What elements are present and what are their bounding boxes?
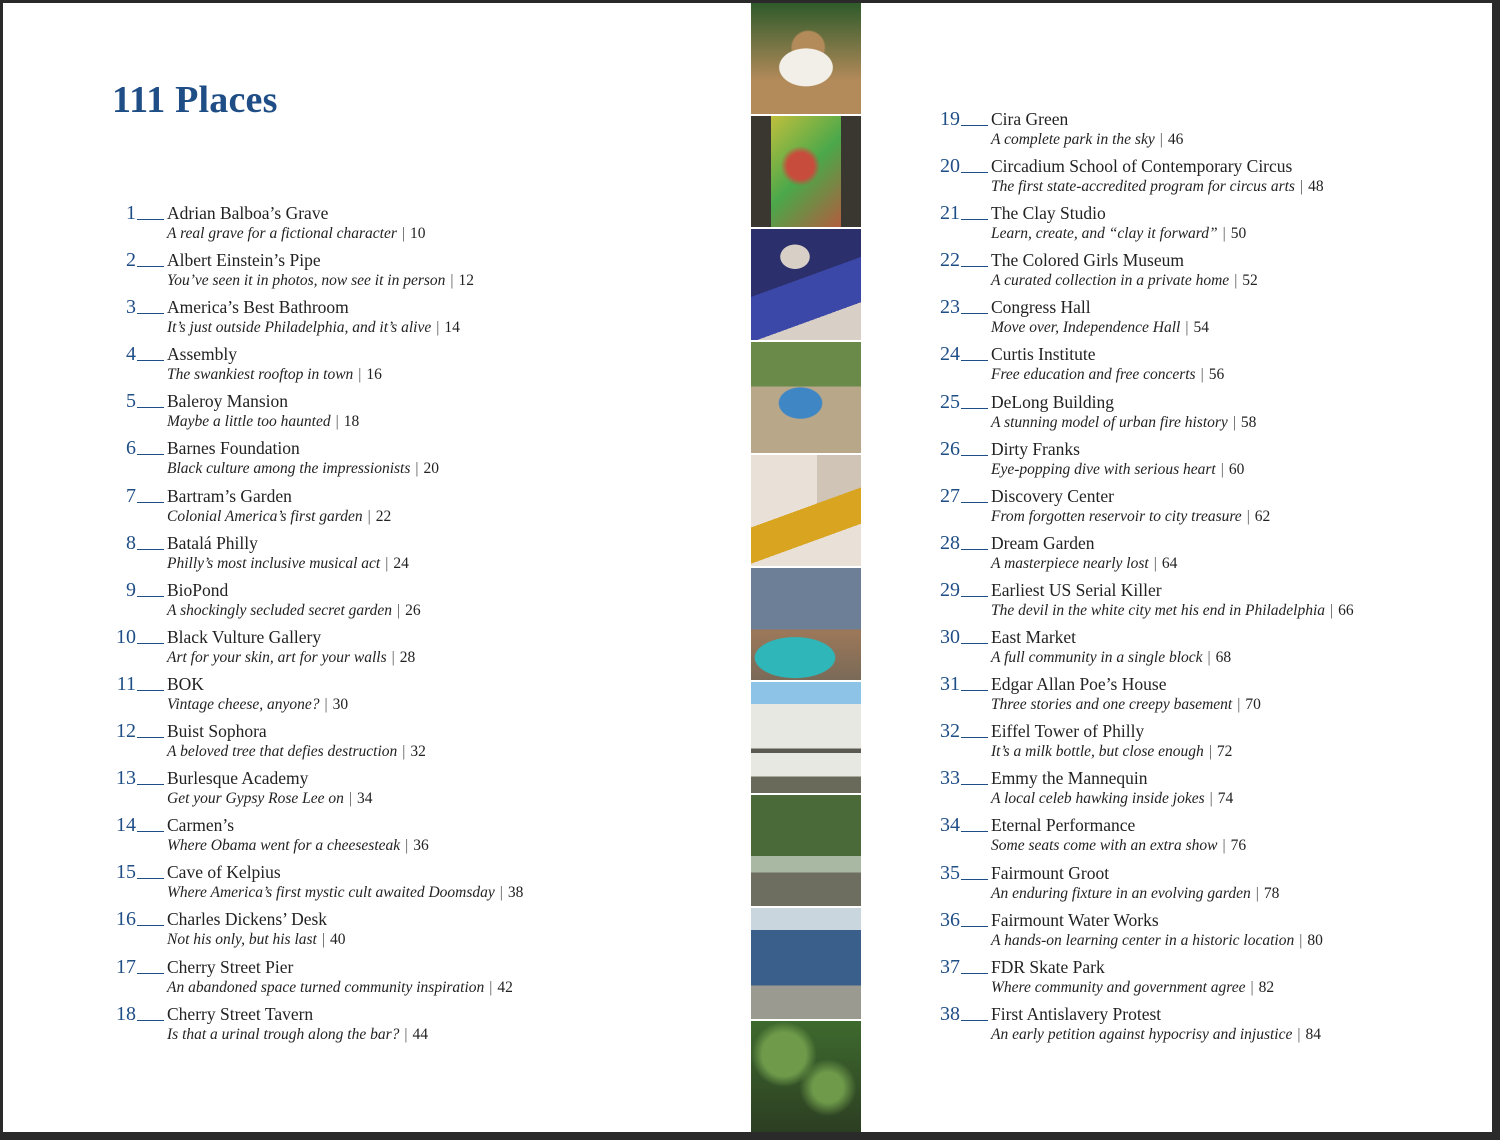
entry-subtitle-line <box>991 742 1232 762</box>
entry-title: Carmen’s <box>167 815 235 836</box>
separator: | <box>450 272 454 290</box>
entry-subtitle: The first state-accredited program for circus arts <box>991 178 1295 196</box>
leader-rule <box>137 360 164 361</box>
leader-rule <box>137 219 164 220</box>
entry-subtitle-line <box>991 460 1244 480</box>
entry-number: 29 <box>940 578 960 601</box>
entry-subtitle: Black culture among the impressionists <box>167 460 411 478</box>
entry-subtitle: A curated collection in a private home <box>991 272 1230 290</box>
page-number: 42 <box>497 978 513 996</box>
entry-subtitle: It’s a milk bottle, but close enough <box>991 743 1204 761</box>
separator: | <box>1255 884 1259 902</box>
entry-title: Cira Green <box>991 109 1069 129</box>
leader-rule <box>137 266 164 267</box>
leader-rule <box>137 1020 164 1021</box>
page-number: 14 <box>444 319 460 337</box>
page-number: 16 <box>366 366 382 384</box>
entry-subtitle-line <box>167 459 439 479</box>
entry-subtitle-line <box>167 554 409 574</box>
page-title: 111 Places <box>112 79 278 121</box>
entry-title: BioPond <box>167 579 229 600</box>
entry-subtitle-line <box>991 507 1270 527</box>
leader-rule <box>137 690 164 691</box>
entry-subtitle: Philly’s most inclusive musical act <box>167 554 381 572</box>
separator: | <box>1297 1025 1301 1043</box>
entry-number: 10 <box>116 625 136 648</box>
entry-number: 3 <box>126 296 136 319</box>
entry-number: 28 <box>940 531 960 554</box>
entry-number: 26 <box>940 437 960 460</box>
entry-number: 18 <box>116 1002 136 1025</box>
entry-title: FDR Skate Park <box>991 956 1105 977</box>
entry-number: 2 <box>126 249 136 272</box>
entry-title: The Clay Studio <box>991 203 1106 224</box>
photo-strip <box>751 3 861 1132</box>
leader-rule <box>137 925 164 926</box>
page-number: 74 <box>1217 790 1234 808</box>
entry-subtitle: It’s just outside Philadelphia, and it’s alive <box>167 319 432 337</box>
leader-rule <box>137 596 164 597</box>
entry-subtitle-line <box>167 883 523 903</box>
separator: | <box>1330 601 1334 619</box>
entry-subtitle: A stunning model of urban fire history <box>991 413 1228 431</box>
entry-subtitle-line <box>167 224 426 244</box>
separator: | <box>499 884 503 902</box>
entry-title: Dirty Franks <box>991 438 1080 459</box>
separator: | <box>401 225 405 242</box>
person-microscope-photo <box>751 229 861 340</box>
page-number: 82 <box>1258 978 1275 996</box>
entry-subtitle: An abandoned space turned community inspiration <box>167 978 485 996</box>
entry-title: Dream Garden <box>991 532 1095 553</box>
entry-number: 23 <box>940 296 960 319</box>
entry-title: Cherry Street Tavern <box>167 1003 314 1024</box>
separator: | <box>391 648 395 666</box>
entry-title: Buist Sophora <box>167 721 267 742</box>
page-number: 68 <box>1215 649 1232 667</box>
entry-subtitle: Move over, Independence Hall <box>991 319 1181 337</box>
entry-subtitle-line <box>167 836 429 856</box>
leader-rule <box>961 973 988 974</box>
entry-subtitle-line <box>991 601 1354 621</box>
separator: | <box>396 601 401 619</box>
entry-subtitle-line <box>991 365 1224 385</box>
yellow-stairs-photo <box>751 455 861 566</box>
entry-subtitle: A full community in a single block <box>991 649 1203 667</box>
page-number: 36 <box>413 837 429 855</box>
leader-rule <box>961 596 988 597</box>
separator: | <box>1200 366 1204 384</box>
entry-subtitle-line <box>991 931 1323 951</box>
entry-subtitle-line <box>991 130 1183 150</box>
separator: | <box>1299 178 1304 196</box>
gallery-doorway-photo <box>751 116 861 227</box>
entry-subtitle: Where community and government agree <box>991 978 1246 996</box>
entry-subtitle-line <box>167 318 460 338</box>
entry-subtitle: The swankiest rooftop in town <box>167 366 354 384</box>
separator: | <box>1185 319 1189 337</box>
leader-rule <box>961 313 988 314</box>
entry-number: 24 <box>940 343 960 366</box>
entry-number: 11 <box>116 672 136 695</box>
entry-title: Barnes Foundation <box>167 438 300 459</box>
entry-number: 27 <box>940 484 960 507</box>
entry-subtitle-line <box>167 601 421 621</box>
separator: | <box>324 695 328 713</box>
entry-number: 7 <box>126 484 136 507</box>
entry-subtitle-line <box>991 271 1258 291</box>
entry-number: 25 <box>940 390 960 413</box>
entry-number: 5 <box>126 390 136 413</box>
page-number: 30 <box>332 695 349 713</box>
separator: | <box>1222 837 1226 855</box>
separator: | <box>1237 696 1241 714</box>
entry-subtitle: A shockingly secluded secret garden <box>167 601 392 619</box>
separator: | <box>1220 460 1224 478</box>
entry-title: Batalá Philly <box>167 532 258 553</box>
page-number: 24 <box>393 554 409 572</box>
entry-title: Adrian Balboa’s Grave <box>167 203 329 223</box>
page-number: 48 <box>1308 178 1324 196</box>
entry-subtitle: Three stories and one creepy basement <box>991 696 1233 714</box>
page-number: 78 <box>1263 884 1280 902</box>
page-number: 70 <box>1245 696 1261 714</box>
entry-subtitle-line <box>167 930 345 950</box>
entry-subtitle-line <box>167 365 382 385</box>
separator: | <box>385 554 389 572</box>
entry-number: 4 <box>126 343 136 366</box>
entry-subtitle: A hands-on learning center in a historic location <box>991 931 1295 949</box>
entry-number: 20 <box>940 155 960 178</box>
leader-rule <box>961 831 988 832</box>
entry-subtitle: Where America’s first mystic cult awaited Doomsday <box>167 884 495 902</box>
entry-title: Black Vulture Gallery <box>167 626 322 647</box>
separator: | <box>405 837 409 855</box>
page-number: 38 <box>507 884 524 902</box>
leader-rule <box>961 502 988 503</box>
leader-rule <box>961 737 988 738</box>
food-plate-photo <box>751 3 861 114</box>
entry-subtitle: Where Obama went for a cheesesteak <box>167 837 401 855</box>
page-number: 84 <box>1305 1025 1321 1043</box>
leader-rule <box>961 455 988 456</box>
entry-title: Albert Einstein’s Pipe <box>167 250 321 271</box>
separator: | <box>348 790 353 808</box>
entry-number: 8 <box>126 531 136 554</box>
leader-rule <box>961 219 988 220</box>
separator: | <box>1153 554 1157 572</box>
entry-subtitle: Eye-popping dive with serious heart <box>991 460 1216 478</box>
entry-title: Bartram’s Garden <box>167 485 292 506</box>
entry-subtitle-line <box>991 695 1261 715</box>
separator: | <box>1232 413 1236 431</box>
leader-rule <box>137 407 164 408</box>
entry-subtitle-line <box>167 271 474 291</box>
entry-subtitle-line <box>991 554 1177 574</box>
entry-subtitle: Maybe a little too haunted <box>167 413 331 431</box>
entry-title: Cherry Street Pier <box>167 956 294 977</box>
entry-title: Curtis Institute <box>991 344 1096 365</box>
entry-subtitle: An enduring fixture in an evolving garden <box>991 884 1251 902</box>
entry-subtitle-line <box>991 224 1246 244</box>
separator: | <box>436 319 440 337</box>
separator: | <box>1250 978 1254 996</box>
entry-number: 22 <box>940 249 960 272</box>
entry-number: 21 <box>940 202 960 225</box>
page-number: 72 <box>1216 743 1233 761</box>
page-number: 50 <box>1230 225 1247 243</box>
entry-subtitle-line <box>167 695 348 715</box>
entry-title: Assembly <box>167 344 237 365</box>
separator: | <box>489 978 493 996</box>
leader-rule <box>961 784 988 785</box>
entry-subtitle-line <box>991 177 1324 197</box>
leader-rule <box>961 549 988 550</box>
page-number: 12 <box>458 272 475 290</box>
entry-subtitle: The devil in the white city met his end in Philadelphia <box>991 601 1326 619</box>
leader-rule <box>137 831 164 832</box>
entry-subtitle: Is that a urinal trough along the bar? <box>167 1025 400 1043</box>
blue-sculpture-photo <box>751 342 861 453</box>
separator: | <box>1222 225 1226 243</box>
leader-rule <box>961 125 988 126</box>
entry-number: 30 <box>940 626 960 649</box>
entry-title: Cave of Kelpius <box>167 862 281 883</box>
page-number: 64 <box>1161 554 1178 572</box>
entry-subtitle-line <box>991 884 1279 904</box>
entry-title: Circadium School of Contemporary Circus <box>991 156 1293 177</box>
separator: | <box>1234 272 1238 290</box>
entry-subtitle: A real grave for a fictional character <box>167 225 397 242</box>
separator: | <box>1207 649 1211 667</box>
page-number: 52 <box>1242 272 1258 290</box>
entry-number: 35 <box>940 861 960 884</box>
entry-title: Fairmount Water Works <box>991 909 1159 930</box>
entry-title: Charles Dickens’ Desk <box>167 909 328 930</box>
page-number: 46 <box>1167 131 1184 148</box>
entry-number: 1 <box>126 202 136 224</box>
entry-title: Eiffel Tower of Philly <box>991 721 1145 742</box>
leader-rule <box>137 502 164 503</box>
entry-number: 12 <box>116 720 136 743</box>
page-number: 76 <box>1230 837 1247 855</box>
entry-subtitle-line <box>167 978 513 998</box>
entry-subtitle: An early petition against hypocrisy and injustice <box>991 1025 1293 1043</box>
entry-subtitle: A local celeb hawking inside jokes <box>991 790 1205 808</box>
entry-subtitle: A complete park in the sky <box>991 131 1155 148</box>
separator: | <box>402 743 406 761</box>
page-number: 58 <box>1240 413 1257 431</box>
page-number: 20 <box>423 460 439 478</box>
separator: | <box>404 1025 408 1043</box>
page-number: 10 <box>410 225 426 242</box>
entry-title: The Colored Girls Museum <box>991 250 1184 271</box>
entry-number: 15 <box>116 861 136 884</box>
entry-title: Edgar Allan Poe’s House <box>991 674 1167 695</box>
entry-title: America’s Best Bathroom <box>167 297 349 318</box>
entry-number: 13 <box>116 767 136 790</box>
entry-title: Eternal Performance <box>991 815 1136 836</box>
entry-number: 14 <box>116 814 136 837</box>
riverfront-person-photo <box>751 908 861 1019</box>
page-number: 28 <box>399 648 416 666</box>
entry-subtitle: From forgotten reservoir to city treasure <box>991 507 1242 525</box>
entry-subtitle: Vintage cheese, anyone? <box>167 695 320 713</box>
entry-subtitle: Free education and free concerts <box>991 366 1196 384</box>
page-number: 26 <box>405 601 421 619</box>
entry-number: 38 <box>940 1002 960 1025</box>
leader-rule <box>137 313 164 314</box>
entry-subtitle: Colonial America’s first garden <box>167 507 363 525</box>
entry-number: 6 <box>126 437 136 460</box>
entry-title: Burlesque Academy <box>167 768 309 789</box>
entry-subtitle-line <box>991 413 1256 433</box>
leader-rule <box>137 878 164 879</box>
entry-subtitle-line <box>167 507 391 527</box>
page-number: 32 <box>410 743 426 761</box>
separator: | <box>1246 507 1250 525</box>
entry-number: 31 <box>940 673 960 696</box>
entry-subtitle-line <box>991 978 1274 998</box>
separator: | <box>415 460 419 478</box>
entry-number: 33 <box>940 767 960 790</box>
entry-title: Baleroy Mansion <box>167 391 289 412</box>
entry-number: 19 <box>940 108 960 130</box>
leader-rule <box>961 266 988 267</box>
entry-title: East Market <box>991 627 1077 648</box>
entry-title: First Antislavery Protest <box>991 1003 1162 1024</box>
entry-subtitle: Get your Gypsy Rose Lee on <box>167 790 344 808</box>
leader-rule <box>961 408 988 409</box>
entry-subtitle-line <box>991 836 1246 856</box>
entry-subtitle: Art for your skin, art for your walls <box>167 648 387 666</box>
entry-number: 36 <box>940 908 960 931</box>
forest-trees-photo <box>751 1021 861 1132</box>
entry-title: DeLong Building <box>991 391 1114 412</box>
entry-subtitle-line <box>167 648 415 668</box>
leader-rule <box>961 926 988 927</box>
page-number: 54 <box>1193 319 1209 337</box>
entry-subtitle-line <box>167 789 373 809</box>
entry-title: Fairmount Groot <box>991 862 1110 883</box>
entry-subtitle: A masterpiece nearly lost <box>991 554 1149 572</box>
page-number: 60 <box>1228 460 1245 478</box>
page-number: 22 <box>375 507 392 525</box>
leader-rule <box>961 360 988 361</box>
entry-subtitle-line <box>991 318 1209 338</box>
garden-tower-photo <box>751 795 861 906</box>
separator: | <box>358 366 362 384</box>
entry-title: Earliest US Serial Killer <box>991 579 1162 600</box>
separator: | <box>1209 790 1213 808</box>
page-number: 18 <box>343 413 360 431</box>
separator: | <box>1208 743 1212 761</box>
page-number: 62 <box>1254 507 1271 525</box>
entry-number: 17 <box>116 955 136 978</box>
leader-rule <box>961 690 988 691</box>
page-number: 80 <box>1307 931 1323 949</box>
leader-rule <box>137 784 164 785</box>
separator: | <box>1159 131 1163 148</box>
entry-number: 16 <box>116 908 136 931</box>
entry-number: 9 <box>126 578 136 601</box>
entry-title: Discovery Center <box>991 485 1114 506</box>
leader-rule <box>137 454 164 455</box>
entry-subtitle-line <box>991 789 1233 809</box>
leader-rule <box>137 737 164 738</box>
entry-subtitle-line <box>167 1025 428 1045</box>
entry-title: BOK <box>167 673 204 694</box>
page-number: 44 <box>412 1025 428 1043</box>
leader-rule <box>961 172 988 173</box>
entry-subtitle: Not his only, but his last <box>167 931 317 949</box>
leader-rule <box>961 643 988 644</box>
entry-subtitle-line <box>991 648 1231 668</box>
leader-rule <box>137 549 164 550</box>
page-number: 34 <box>357 790 373 808</box>
page-number: 40 <box>329 931 346 949</box>
entry-subtitle: A beloved tree that defies destruction <box>167 743 398 761</box>
entry-number: 37 <box>940 955 960 978</box>
page-number: 56 <box>1208 366 1225 384</box>
entry-subtitle: Learn, create, and “clay it forward” <box>991 225 1218 243</box>
entry-subtitle-line <box>167 742 426 762</box>
entry-number: 34 <box>940 814 960 837</box>
entry-subtitle-line <box>991 1025 1321 1045</box>
entry-subtitle: Some seats come with an extra show <box>991 837 1218 855</box>
separator: | <box>321 931 325 949</box>
leader-rule <box>961 1020 988 1021</box>
entry-number: 32 <box>940 720 960 743</box>
entry-title: Emmy the Mannequin <box>991 768 1148 789</box>
entry-title: Congress Hall <box>991 297 1091 318</box>
white-building-photo <box>751 682 861 793</box>
leader-rule <box>137 643 164 644</box>
page-number: 66 <box>1338 601 1354 619</box>
separator: | <box>1299 931 1303 949</box>
city-fountain-photo <box>751 568 861 679</box>
entry-subtitle: You’ve seen it in photos, now see it in person <box>167 272 446 290</box>
separator: | <box>367 507 371 525</box>
separator: | <box>335 413 339 431</box>
entry-subtitle-line <box>167 412 359 432</box>
leader-rule <box>961 879 988 880</box>
leader-rule <box>137 973 164 974</box>
